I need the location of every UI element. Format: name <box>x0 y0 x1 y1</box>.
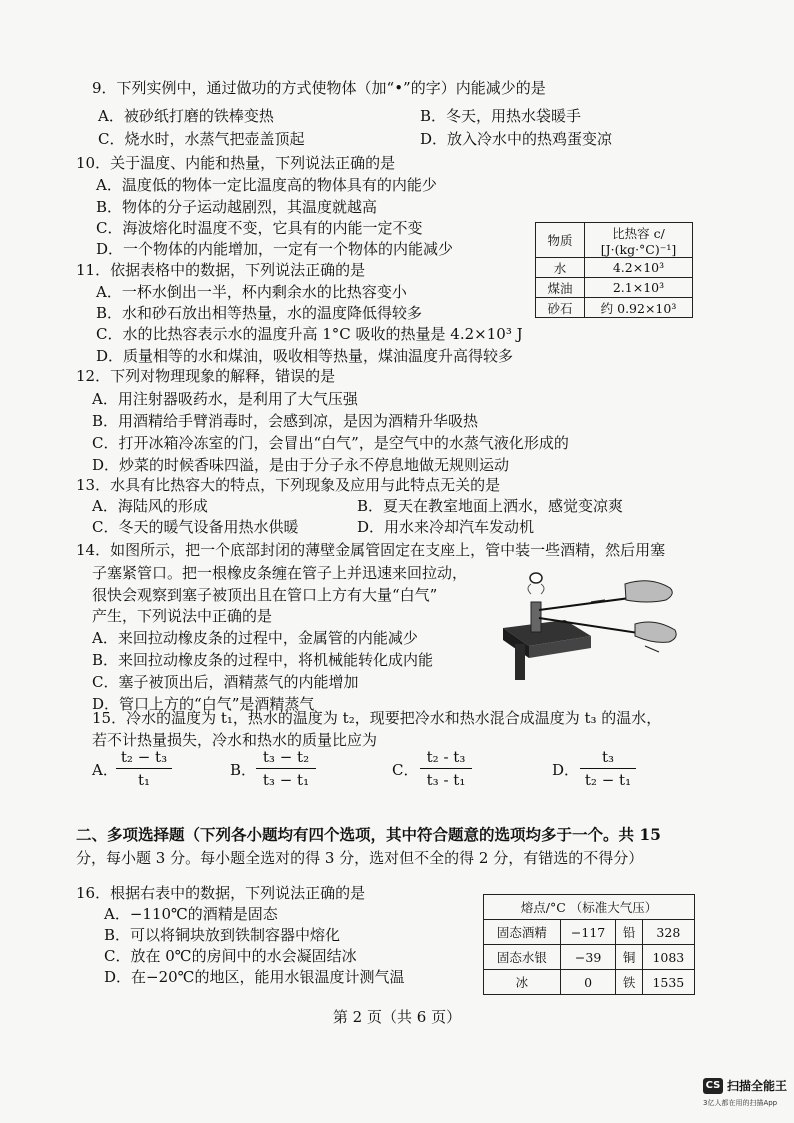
fraction-bar <box>420 768 472 769</box>
fraction-denominator: t₃ − t₁ <box>262 771 310 789</box>
q10-option-a: A．温度低的物体一定比温度高的物体具有的内能少 <box>96 176 437 194</box>
melt-table-value: 1083 <box>642 945 694 970</box>
fraction-numerator: t₂ - t₃ <box>426 748 466 766</box>
q12-stem: 12．下列对物理现象的解释，错误的是 <box>76 367 336 385</box>
melt-table-value: 0 <box>560 970 616 995</box>
heat-table-header-substance: 物质 <box>536 223 585 258</box>
q15-option-b-label: B． <box>230 761 257 779</box>
q14-option-a: A．来回拉动橡皮条的过程中，金属管的内能减少 <box>92 629 418 647</box>
heat-table-value: 2.1×10³ <box>585 278 693 298</box>
q12-option-b: B．用酒精给手臂消毒时，会感到凉，是因为酒精升华吸热 <box>92 412 479 430</box>
q9-option-d: D．放入冷水中的热鸡蛋变凉 <box>420 130 613 148</box>
stopper <box>530 573 542 583</box>
melt-table-substance: 铅 <box>616 920 642 945</box>
heat-table-name: 砂石 <box>536 298 585 318</box>
fraction-denominator: t₂ − t₁ <box>584 771 632 789</box>
fraction-bar <box>580 768 636 769</box>
q14-option-b: B．来回拉动橡皮条的过程中，将机械能转化成内能 <box>92 651 434 669</box>
heat-table-name: 水 <box>536 258 585 278</box>
q15-option-d-fraction <box>580 748 636 789</box>
melt-table-value: −117 <box>560 920 616 945</box>
specific-heat-table <box>535 222 693 318</box>
q15-option-a-fraction <box>116 748 172 789</box>
fraction-denominator: t₃ - t₁ <box>426 771 466 789</box>
q14-option-d: D．管口上方的“白气”是酒精蒸气 <box>92 695 315 713</box>
melt-table-substance: 铜 <box>616 945 642 970</box>
q15-option-a-label: A． <box>92 761 118 779</box>
q14-stem-line4: 产生，下列说法中正确的是 <box>92 607 273 625</box>
q11-option-c: C．水的比热容表示水的温度升高 1°C 吸收的热量是 4.2×10³ J <box>96 325 523 343</box>
q13-stem: 13．水具有比热容大的特点，下列现象及应用与此特点无关的是 <box>76 476 501 494</box>
section2-heading-line1: 二、多项选择题（下列各小题均有四个选项，其中符合题意的选项均多于一个。共 15 <box>76 825 661 844</box>
heat-table-header-line2: [J·(kg·°C)⁻¹] <box>600 241 677 257</box>
q11-option-b: B．水和砂石放出相等热量，水的温度降低得较多 <box>96 304 423 322</box>
page-footer: 第 2 页（共 6 页） <box>332 1008 462 1026</box>
q9-option-c: C．烧水时，水蒸气把壶盖顶起 <box>98 130 305 148</box>
q14-stem-line3: 很快会观察到塞子被顶出且在管口上方有大量“白气” <box>92 586 438 604</box>
q11-option-a: A．一杯水倒出一半，杯内剩余水的比热容变小 <box>96 283 407 301</box>
melting-point-table <box>483 894 695 995</box>
q12-option-c: C．打开冰箱冷冻室的门，会冒出“白气”，是空气中的水蒸气液化形成的 <box>92 434 569 452</box>
q13-option-b: B．夏天在教室地面上洒水，感觉变凉爽 <box>357 497 624 515</box>
fraction-denominator: t₁ <box>137 771 151 789</box>
q13-option-a: A．海陆风的形成 <box>92 497 208 515</box>
q16-option-c: C．放在 0℃的房间中的水会凝固结冰 <box>104 947 357 965</box>
stand-leg <box>515 644 525 680</box>
lower-hand <box>635 622 676 642</box>
fraction-bar <box>116 768 172 769</box>
q11-stem: 11．依据表格中的数据，下列说法正确的是 <box>76 261 366 279</box>
q12-option-d: D．炒菜的时候香味四溢，是由于分子永不停息地做无规则运动 <box>92 456 510 474</box>
metal-tube-experiment-figure <box>495 566 685 686</box>
q13-option-c: C．冬天的暖气设备用热水供暖 <box>92 518 299 536</box>
q15-stem-line1: 15．冷水的温度为 t₁，热水的温度为 t₂，现要把冷水和热水混合成温度为 t₃ 的温水， <box>92 709 662 727</box>
q12-option-a: A．用注射器吸药水，是利用了大气压强 <box>92 390 358 408</box>
q11-option-d: D．质量相等的水和煤油，吸收相等热量，煤油温度升高得较多 <box>96 347 514 365</box>
q15-option-c-fraction <box>420 748 472 789</box>
watermark-name: 扫描全能王 <box>727 1079 788 1093</box>
heat-table-header-capacity <box>585 223 693 258</box>
camscanner-logo-icon: CS <box>703 1078 723 1094</box>
q14-stem-line1: 14．如图所示，把一个底部封闭的薄壁金属管固定在支座上，管中装一些酒精，然后用塞 <box>76 541 666 559</box>
melt-table-value: 1535 <box>642 970 694 995</box>
q16-stem: 16．根据右表中的数据，下列说法正确的是 <box>76 884 366 902</box>
metal-tube <box>531 602 541 632</box>
heat-table-name: 煤油 <box>536 278 585 298</box>
q10-option-b: B．物体的分子运动越剧烈，其温度就越高 <box>96 198 378 216</box>
heat-table-header-line1: 比热容 c/ <box>612 225 665 241</box>
upper-hand <box>625 581 672 602</box>
white-vapor <box>528 584 544 594</box>
watermark-tagline: 3亿人都在用的扫描App <box>703 1099 778 1107</box>
q16-option-a: A．−110℃的酒精是固态 <box>104 905 278 923</box>
melt-table-substance: 冰 <box>484 970 561 995</box>
q16-option-b: B．可以将铜块放到铁制容器中熔化 <box>104 926 341 944</box>
melt-table-substance: 固态酒精 <box>484 920 561 945</box>
section2-heading-line2: 分，每小题 3 分。每小题全选对的得 3 分，选对但不全的得 2 分，有错选的不得分） <box>76 849 644 867</box>
q15-option-c-label: C． <box>392 761 419 779</box>
q16-option-d: D．在−20℃的地区，能用水银温度计测气温 <box>104 968 405 986</box>
melt-table-header: 熔点/°C （标准大气压） <box>484 895 695 920</box>
q10-option-d: D．一个物体的内能增加，一定有一个物体的内能减少 <box>96 240 454 258</box>
fraction-numerator: t₃ − t₂ <box>262 748 310 766</box>
heat-table-value: 约 0.92×10³ <box>585 298 693 318</box>
melt-table-substance: 固态水银 <box>484 945 561 970</box>
q15-option-d-label: D． <box>552 761 580 779</box>
fraction-numerator: t₃ <box>601 748 615 766</box>
melt-table-value: −39 <box>560 945 616 970</box>
q13-option-d: D．用水来冷却汽车发动机 <box>357 518 535 536</box>
q9-stem: 9．下列实例中，通过做功的方式使物体（加“•”的字）内能减少的是 <box>92 79 546 97</box>
q9-option-b: B．冬天，用热水袋暖手 <box>420 107 582 125</box>
q10-stem: 10．关于温度、内能和热量，下列说法正确的是 <box>76 154 396 172</box>
q15-option-b-fraction <box>256 748 316 789</box>
q10-option-c: C．海波熔化时温度不变，它具有的内能一定不变 <box>96 219 423 237</box>
heat-table-value: 4.2×10³ <box>585 258 693 278</box>
fraction-bar <box>256 768 316 769</box>
melt-table-substance: 铁 <box>616 970 642 995</box>
q15-stem-line2: 若不计热量损失，冷水和热水的质量比应为 <box>92 731 378 749</box>
q9-option-a: A．被砂纸打磨的铁棒变热 <box>98 107 274 125</box>
q14-option-c: C．塞子被顶出后，酒精蒸气的内能增加 <box>92 673 359 691</box>
fraction-numerator: t₂ − t₃ <box>120 748 168 766</box>
q14-stem-line2: 子塞紧管口。把一根橡皮条缠在管子上并迅速来回拉动， <box>92 564 468 582</box>
melt-table-value: 328 <box>642 920 694 945</box>
